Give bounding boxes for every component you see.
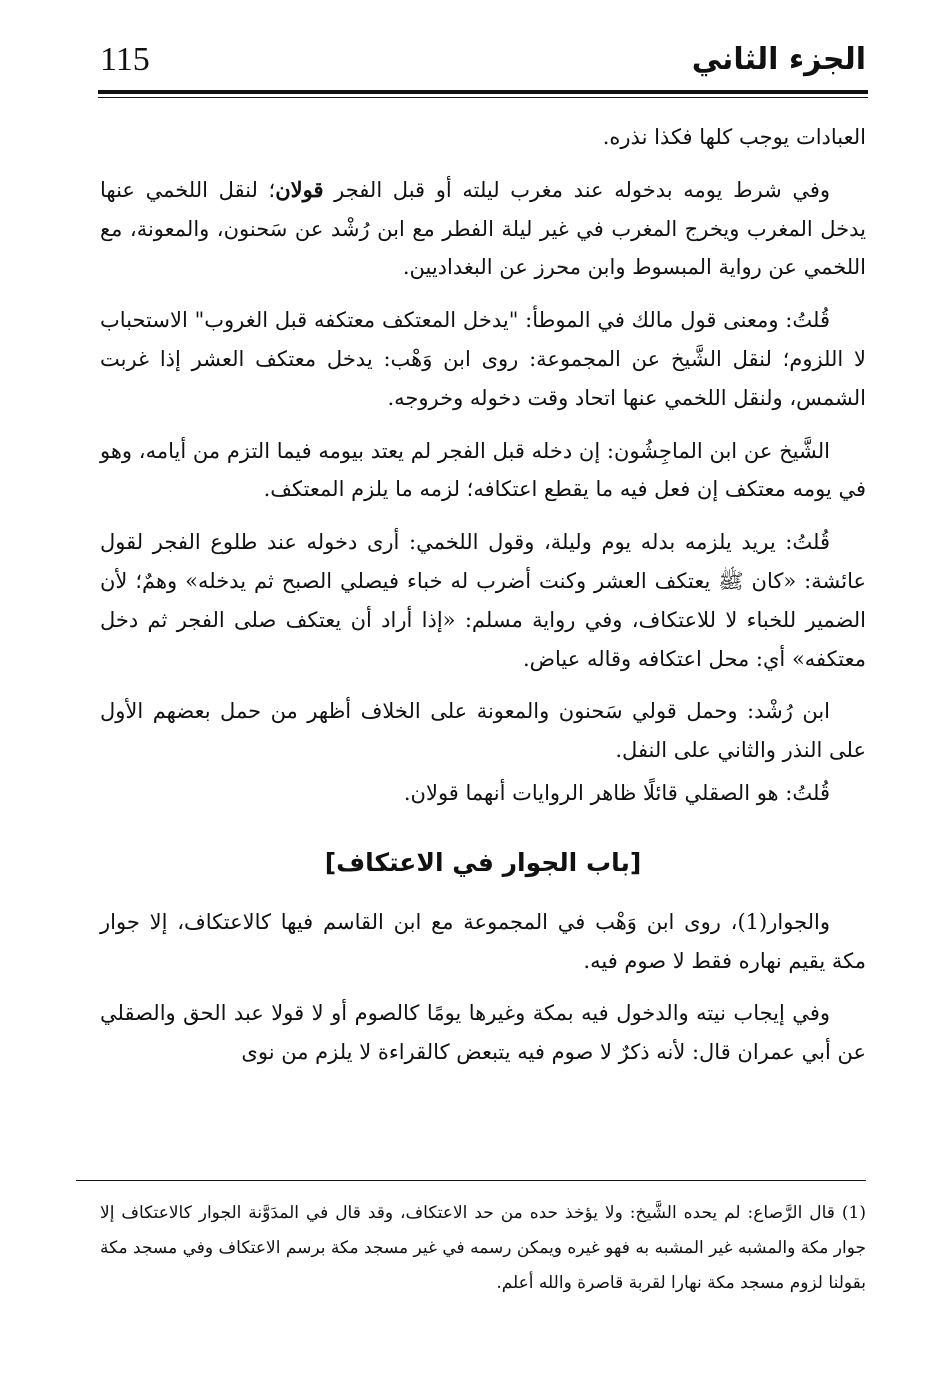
paragraph-text: ؛ لنقل اللخمي عنها يدخل المغرب ويخرج المغرب في غير ليلة الفطر مع ابن رُشْد عن سَحنون، والمعونة، مع اللخمي عن رواية المبسوط وابن محرز عن البغداديين. [100, 177, 866, 280]
paragraph: الشَّيخ عن ابن الماجِشُون: إن دخله قبل الفجر لم يعتد بيومه فيما التزم من أيامه، وهو في يومه معتكف إن فعل فيه ما يقطع اعتكافه؛ لزمه ما يلزم المعتكف. [100, 438, 866, 502]
paragraph: وفي إيجاب نيته والدخول فيه بمكة وغيرها يومًا كالصوم أو لا قولا عبد الحق والصقلي عن أبي عمران قال: لأنه ذكرٌ لا صوم فيه يتبعض كالقراءة لا يلزم من نوى [100, 1001, 866, 1065]
bold-term: قولان [275, 176, 324, 202]
main-text [100, 118, 866, 1086]
page-header [100, 36, 866, 90]
paragraph: والجوار(1)، روى ابن وَهْب في المجموعة مع ابن القاسم فيها كالاعتكاف، إلا جوار مكة يقيم نهاره فقط لا صوم فيه. [100, 909, 866, 973]
paragraph: العبادات يوجب كلها فكذا نذره. [602, 125, 866, 149]
paragraph: قُلتُ: ومعنى قول مالك في الموطأ: "يدخل المعتكف معتكفه قبل الغروب" الاستحباب لا اللزوم؛ لنقل الشَّيخ عن المجموعة: روى ابن وَهْب: يدخل معتكف العشر إذا غربت الشمس، ولنقل اللخمي عنها اتحاد وقت دخوله وخروجه. [100, 308, 866, 410]
paragraph: قُلتُ: يريد يلزمه بدله يوم وليلة، وقول اللخمي: أرى دخوله عند طلوع الفجر لقول عائشة: «كان ﷺ يعتكف العشر وكنت أضرب له خباء فيصلي الصبح ثم يدخله» وهمٌ؛ لأن الضمير للخباء لا للاعتكاف، وفي رواية مسلم: «إذا أراد أن يعتكف صلى الفجر ثم دخل معتكفه» أي: محل اعتكافه وقاله عياض. [100, 530, 866, 671]
volume-title: الجزء الثاني [691, 42, 866, 77]
paragraph-text: وفي شرط يومه بدخوله عند مغرب ليلته أو قبل الفجر [323, 177, 830, 202]
header-rule [98, 90, 868, 98]
footnote-separator [76, 1180, 866, 1181]
page-number: 115 [100, 41, 150, 78]
paragraph: قُلتُ: هو الصقلي قائلًا ظاهر الروايات أنهما قولان. [403, 780, 830, 805]
paragraph: ابن رُشْد: وحمل قولي سَحنون والمعونة على الخلاف أظهر من حمل بعضهم الأول على النذر والثاني على النفل. [100, 699, 866, 763]
footnote: (1) قال الرَّصاع: لم يحده الشَّيخ: ولا يؤخذ حده من حد الاعتكاف، وقد قال في المدَوَّنة الجوار كالاعتكاف إلا جوار مكة والمشبه غير المشبه به فهو غيره ويمكن رسمه في غير مسجد مكة برسم الاعتكاف وفي مسجد مكة بقولنا لزوم مسجد مكة نهارا لقربة قاصرة والله أعلم. [100, 1203, 866, 1293]
section-heading: [باب الجوار في الاعتكاف] [324, 847, 642, 877]
paragraph [100, 171, 866, 287]
